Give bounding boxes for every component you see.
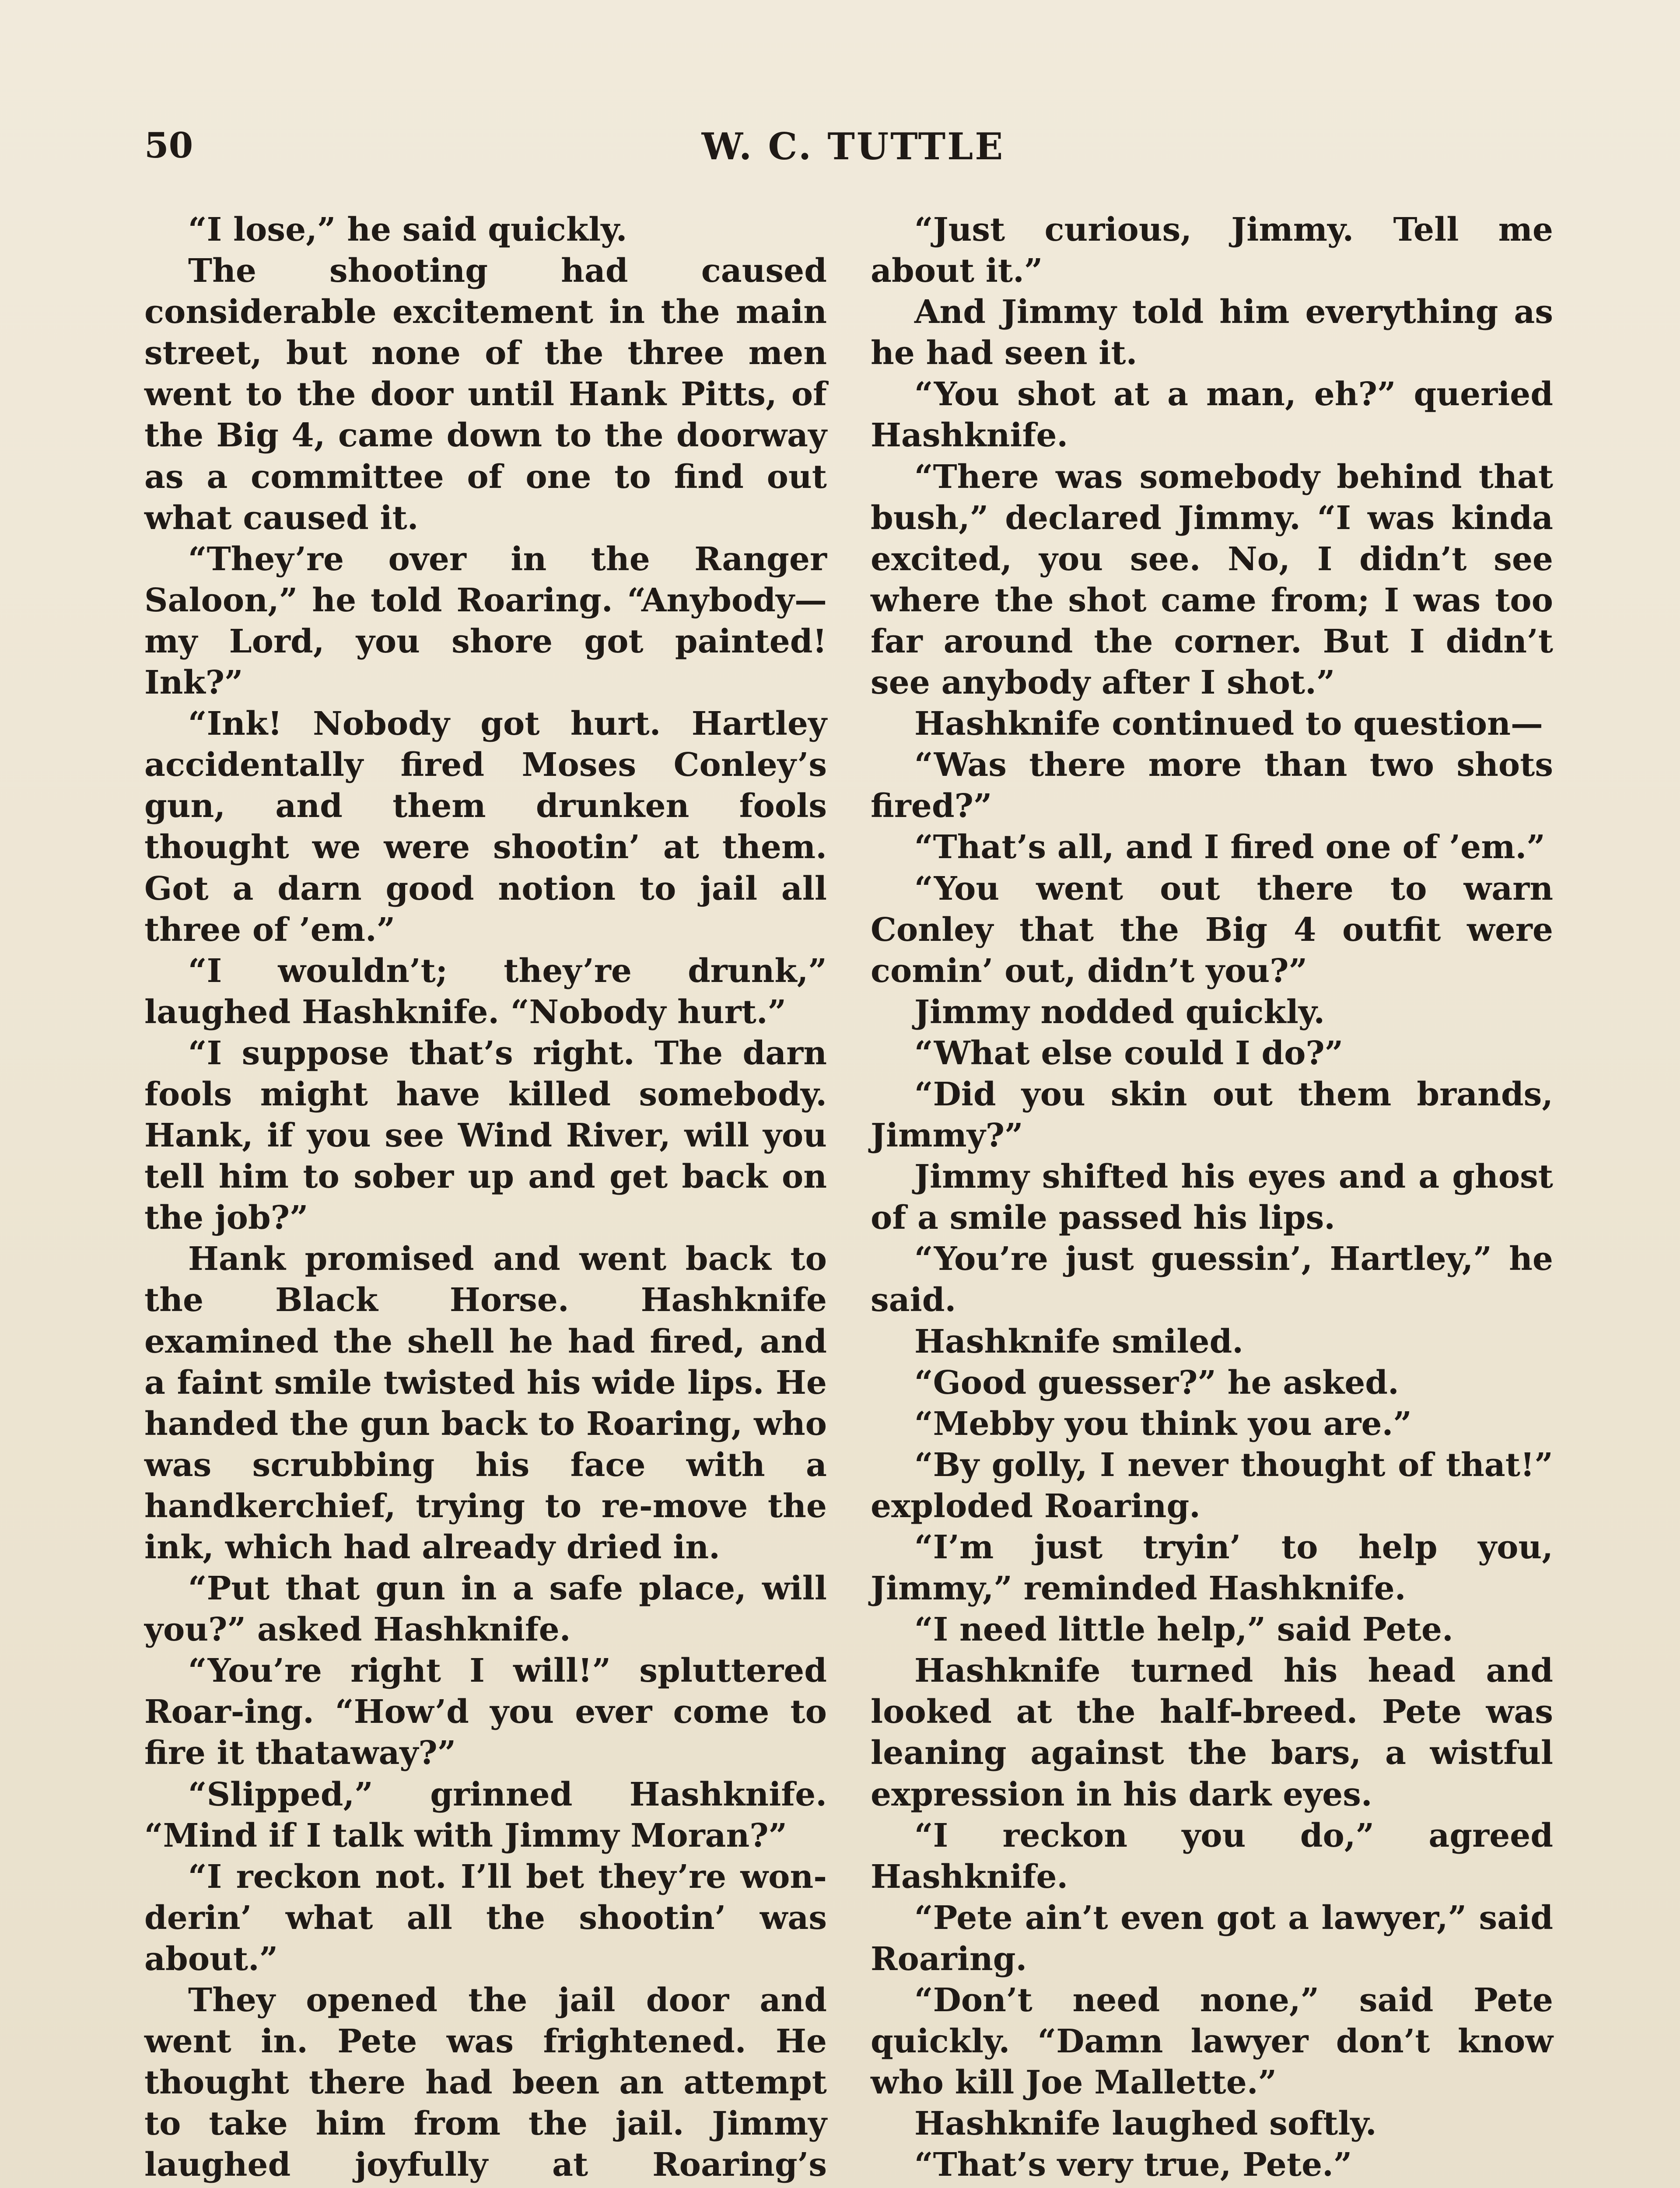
paragraph: They opened the jail door and went in. Pete was frightened. He thought there had been an attempt to take him from the jail. Jimmy laughed joyfully at Roaring’s	[144, 1981, 827, 2184]
paragraph: The shooting had caused considerable excitement in the main street, but none of the three men went to the door until Hank Pitts, of the Big 4, came down to the doorway as a committee of one to find out what caused it.	[144, 252, 827, 537]
paragraph: “What else could I do?”	[914, 1034, 1344, 1072]
paragraph: “Ink! Nobody got hurt. Hartley accidentally fired Moses Conley’s gun, and them drunken fools thought we were shootin’ at them. Got a darn good notion to jail all three of ’em.”	[144, 705, 827, 949]
paragraph: “You’re right I will!” spluttered Roar-ing. “How’d you ever come to fire it thataway?”	[144, 1652, 827, 1772]
paragraph: “They’re over in the Ranger Saloon,” he told Roaring. “Anybody—my Lord, you shore got painted! Ink?”	[144, 540, 827, 702]
paragraph: Hashknife continued to question—	[914, 705, 1543, 743]
left-column	[144, 209, 827, 2188]
paragraph: “You went out there to warn Conley that the Big 4 outfit were comin’ out, didn’t you?”	[871, 870, 1553, 990]
paragraph: “I need little help,” said Pete.	[914, 1611, 1453, 1649]
paragraph: Jimmy shifted his eyes and a ghost of a smile passed his lips.	[871, 1158, 1553, 1237]
paragraph: “I reckon you do,” agreed Hashknife.	[871, 1816, 1553, 1896]
paragraph: “Slipped,” grinned Hashknife. “Mind if I talk with Jimmy Moran?”	[144, 1775, 827, 1855]
paragraph: “There was somebody behind that bush,” declared Jimmy. “I was kinda excited, you see. No, I didn’t see where the shot came from; I was too far around the corner. But I didn’t see anybody after I shot.”	[871, 458, 1553, 702]
paragraph: “Was there more than two shots fired?”	[871, 746, 1553, 825]
paragraph: Hashknife laughed softly.	[914, 2105, 1377, 2143]
paragraph: Jimmy nodded quickly.	[914, 993, 1325, 1031]
right-column	[871, 209, 1553, 2188]
paragraph: Hank promised and went back to the Black Horse. Hashknife examined the shell he had fired, and a faint smile twisted his wide lips. He handed the gun back to Roaring, who was scrubbing his face with a handkerchief, trying to re-move the ink, which had already dried in.	[144, 1240, 827, 1566]
paragraph: “You shot at a man, eh?” queried Hashknife.	[871, 375, 1553, 455]
paragraph: “Pete ain’t even got a lawyer,” said Roaring.	[871, 1899, 1553, 1978]
paragraph: “That’s very true, Pete.”	[914, 2146, 1352, 2184]
paragraph: “I lose,” he said quickly.	[188, 211, 627, 249]
paragraph: Hashknife smiled.	[914, 1322, 1243, 1360]
paragraph: “Don’t need none,” said Pete quickly. “Damn lawyer don’t know who kill Joe Mallette.”	[871, 1981, 1553, 2102]
paragraph: “I suppose that’s right. The darn fools might have killed somebody. Hank, if you see Wind River, will you tell him to sober up and get back on the job?”	[144, 1034, 827, 1237]
running-head: W. C. TUTTLE	[701, 125, 1005, 168]
paragraph: “That’s all, and I fired one of ’em.”	[914, 828, 1545, 866]
paragraph: “You’re just guessin’, Hartley,” he said.	[871, 1240, 1553, 1319]
paragraph: “Mebby you think you are.”	[914, 1405, 1412, 1443]
paragraph: “I reckon not. I’ll bet they’re won-derin’ what all the shootin’ was about.”	[144, 1858, 827, 1978]
paragraph: “I wouldn’t; they’re drunk,” laughed Hashknife. “Nobody hurt.”	[144, 952, 827, 1031]
page-header	[144, 125, 1562, 173]
paragraph: And Jimmy told him everything as he had seen it.	[871, 293, 1553, 372]
paragraph: “Did you skin out them brands, Jimmy?”	[871, 1075, 1553, 1155]
paragraph	[871, 2186, 1553, 2188]
paragraph: “Put that gun in a safe place, will you?” asked Hashknife.	[144, 1570, 827, 1649]
paragraph: “Good guesser?” he asked.	[914, 1364, 1399, 1402]
paragraph: Hashknife turned his head and looked at the half-breed. Pete was leaning against the bars, a wistful expression in his dark eyes.	[871, 1652, 1553, 1813]
paragraph: “By golly, I never thought of that!” exploded Roaring.	[871, 1446, 1553, 1525]
paragraph: “I’m just tryin’ to help you, Jimmy,” reminded Hashknife.	[871, 1529, 1553, 1608]
paragraph: “Just curious, Jimmy. Tell me about it.”	[871, 211, 1553, 290]
page-number: 50	[144, 125, 193, 166]
